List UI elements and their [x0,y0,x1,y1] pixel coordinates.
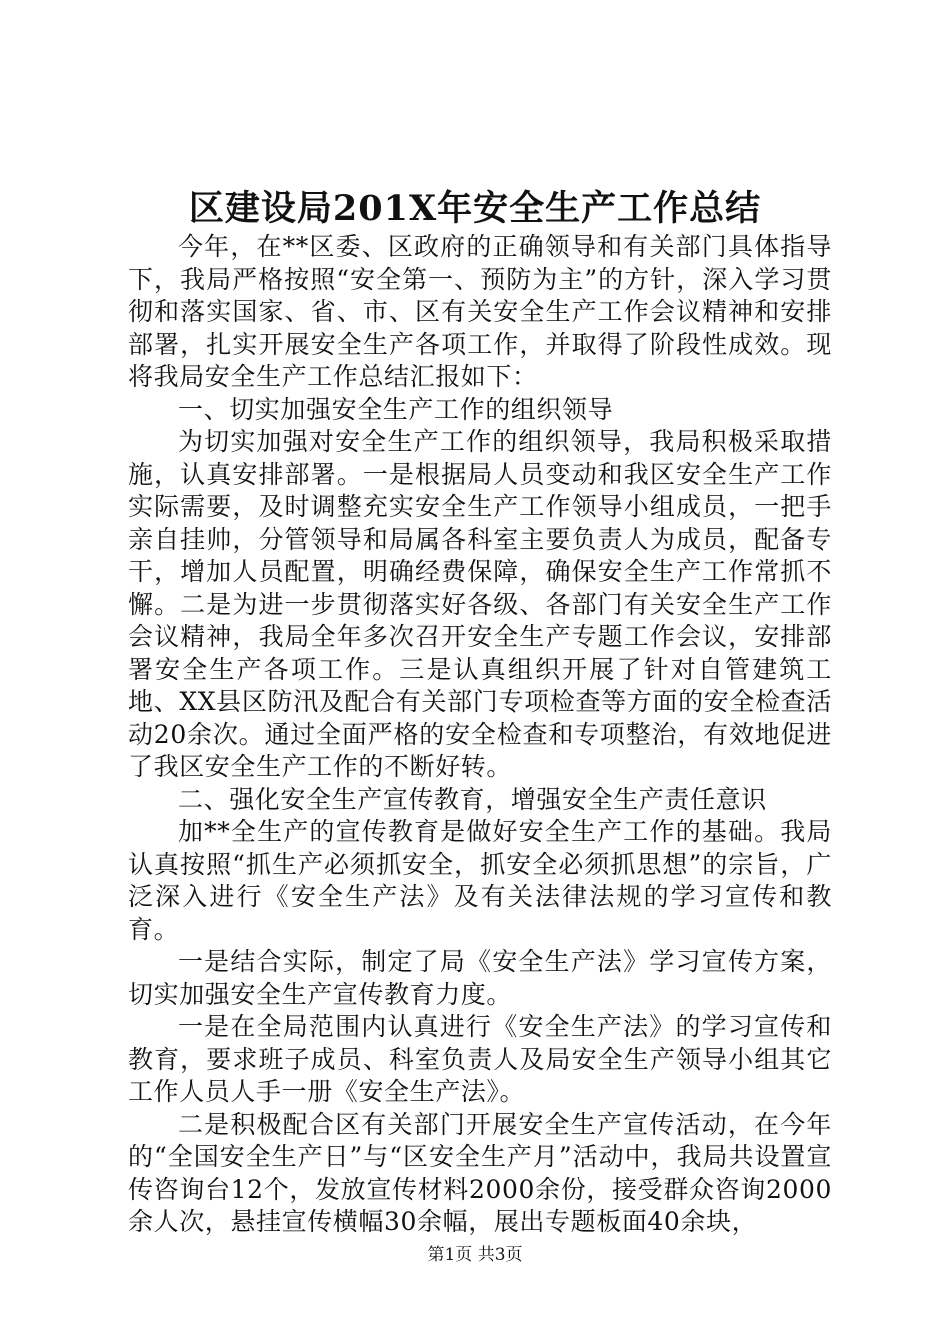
document-title: 区建设局201X年安全生产工作总结 [188,188,762,229]
paragraph-intro: 今年，在**区委、区政府的正确领导和有关部门具体指导下，我局严格按照“安全第一、预防为主”的方针，深入学习贯彻和落实国家、省、市、区有关安全生产工作会议精神和安排部署，扎实开展安全生产各项工作，并取得了阶段性成效。现将我局安全生产工作总结汇报如下： [128,232,832,391]
section-heading-1: 一、切实加强安全生产工作的组织领导 [178,394,614,424]
paragraph-education: 加**全生产的宣传教育是做好安全生产工作的基础。我局认真按照“抓生产必须抓安全，抓安全必须抓思想”的宗旨，广泛深入进行《安全生产法》及有关法律法规的学习宣传和教育。 [128,817,832,944]
paragraph-study: 一是在全局范围内认真进行《安全生产法》的学习宣传和教育，要求班子成员、科室负责人及局安全生产领导小组其它工作人员人手一册《安全生产法》。 [128,1012,832,1106]
paragraph-organization: 为切实加强对安全生产工作的组织领导，我局积极采取措施，认真安排部署。一是根据局人员变动和我区安全生产工作实际需要，及时调整充实安全生产工作领导小组成员，一把手亲自挂帅，分管领导和局属各科室主要负责人为成员，配备专干，增加人员配置，明确经费保障，确保安全生产工作常抓不懈。二是为进一步贯彻落实好各级、各部门有关安全生产工作会议精神，我局全年多次召开安全生产专题工作会议，安排部署安全生产各项工作。三是认真组织开展了针对自管建筑工地、XX县区防汛及配合有关部门专项检查等方面的安全检查活动20余次。通过全面严格的安全检查和专项整治，有效地促进了我区安全生产工作的不断好转。 [128,427,832,781]
paragraph-campaign: 二是积极配合区有关部门开展安全生产宣传活动，在今年的“全国安全生产日”与“区安全生产月”活动中，我局共设置宣传咨询台12个，发放宣传材料2000余份，接受群众咨询2000余人次，悬挂宣传横幅30余幅，展出专题板面40余块， [128,1109,832,1236]
page-footer: 第1页 共3页 [427,1245,523,1265]
document-body [128,231,832,1239]
section-heading-2: 二、强化安全生产宣传教育，增强安全生产责任意识 [178,784,767,814]
paragraph-plan: 一是结合实际，制定了局《安全生产法》学习宣传方案，切实加强安全生产宣传教育力度。 [128,947,832,1009]
